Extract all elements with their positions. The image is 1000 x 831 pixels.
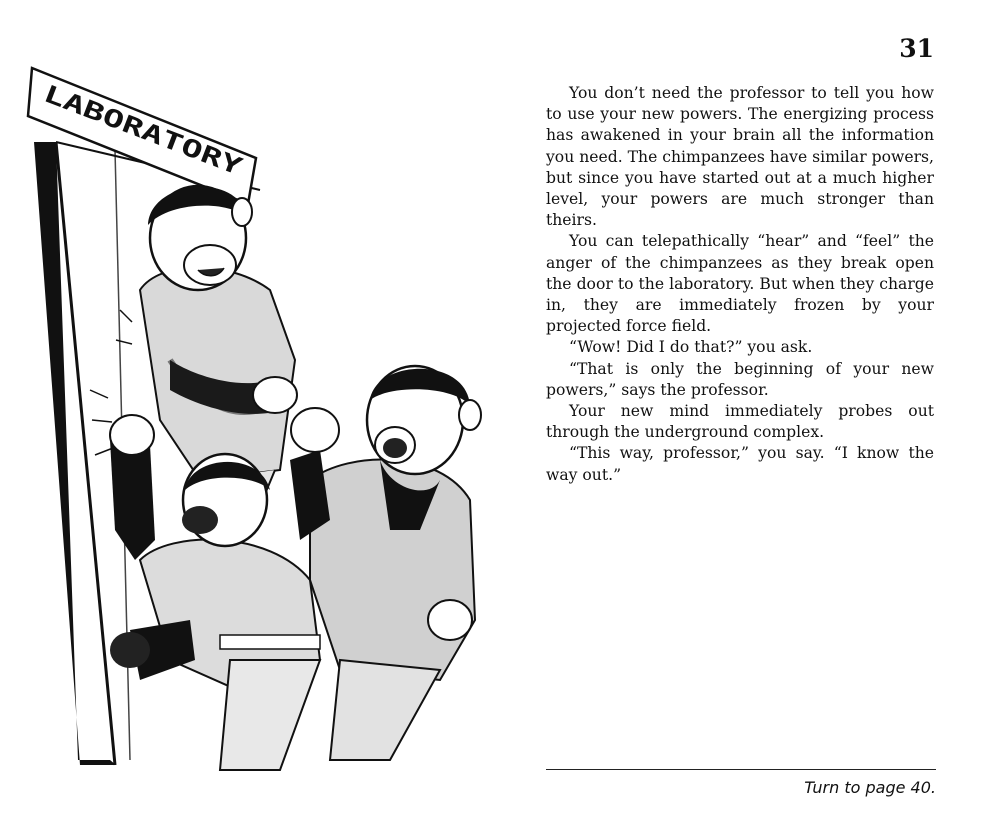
paragraph: “Wow! Did I do that?” you ask. — [569, 338, 813, 357]
chimpanzee-left — [110, 415, 320, 770]
paragraph: “That is only the beginning of your new powers,” says the professor. — [546, 359, 934, 399]
story-text — [546, 83, 934, 486]
chimpanzee-right — [290, 366, 481, 760]
paragraph: You don’t need the professor to tell you how to use your new powers. The energizing process has awakened in your brain all the information you need. The chimpanzees have similar powers, but since you have started out at a much higher level, your powers are much stronger than theirs. — [546, 84, 934, 230]
paragraph: Your new mind immediately probes out through the underground complex. — [546, 402, 934, 442]
paragraph: “This way, professor,” you say. “I know the way out.” — [546, 444, 934, 484]
sign-text: LABORATORY — [39, 79, 185, 158]
footer-divider — [546, 769, 936, 770]
paragraph: You can telepathically “hear” and “feel” the anger of the chimpanzees as they break open the door to the laboratory. But when they charge in, they are immediately frozen by your projected force field. — [546, 232, 934, 336]
page-number: 31 — [899, 34, 934, 63]
turn-to-page-choice[interactable]: Turn to page 40. — [804, 778, 936, 797]
chimpanzee-illustration — [20, 60, 490, 780]
laboratory-sign — [28, 68, 256, 204]
